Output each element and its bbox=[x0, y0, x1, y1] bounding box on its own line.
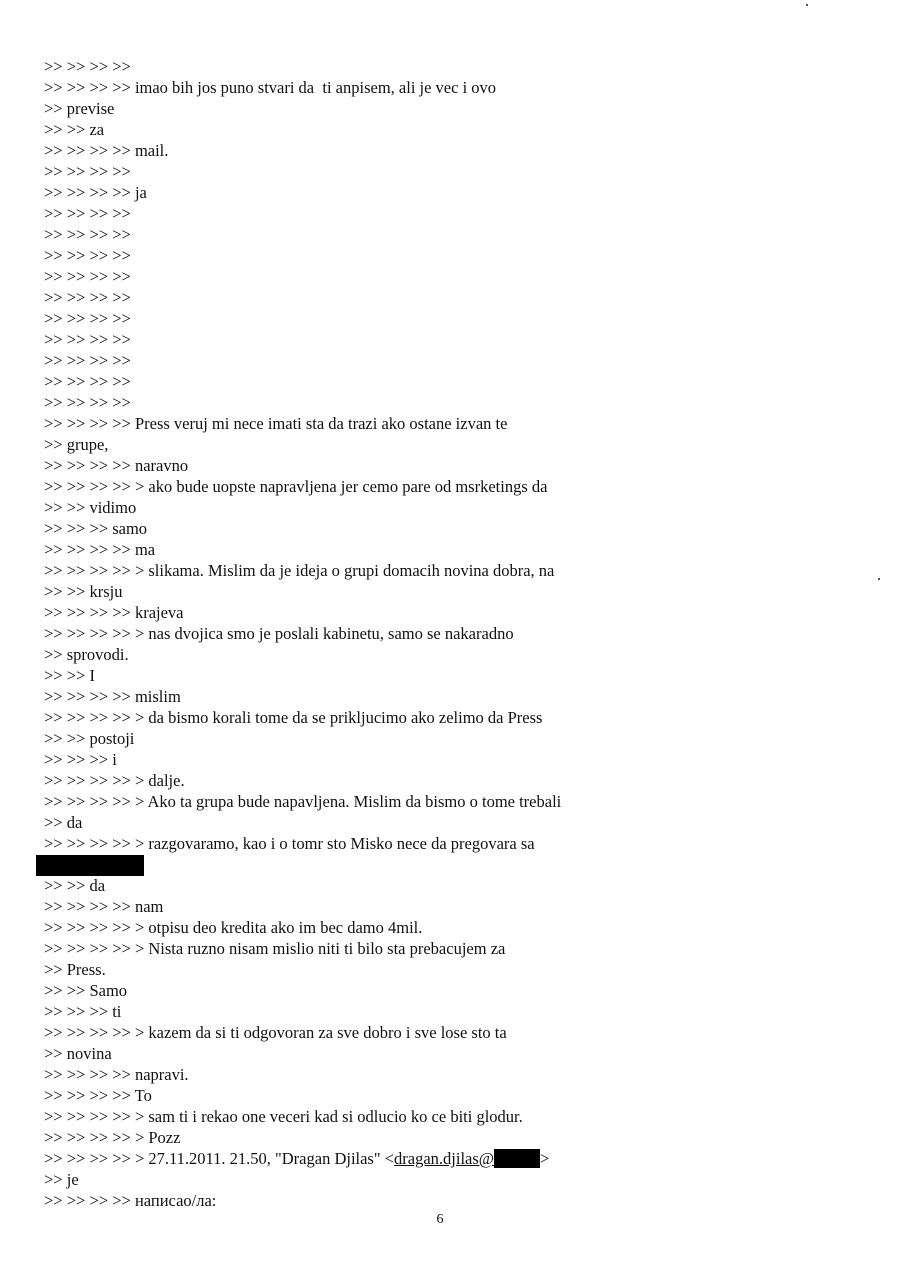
quoted-text-line: >> >> >> >> bbox=[44, 288, 131, 307]
quoted-text-line: >> >> >> >> bbox=[44, 309, 131, 328]
scan-speck bbox=[806, 4, 808, 6]
quoted-text-line: >> >> >> >> bbox=[44, 225, 131, 244]
quoted-text-line: >> >> >> >> imao bih jos puno stvari da ti anpisem, ali je vec i ovo bbox=[44, 78, 497, 97]
quoted-text-line: >> >> >> >> ma bbox=[44, 540, 156, 559]
quoted-text-line: >> >> >> >> > slikama. Mislim da je ideja o grupi domacih novina dobra, na bbox=[44, 561, 555, 580]
quoted-text-line: >> >> >> >> Press veruj mi nece imati sta da trazi ako ostane izvan te bbox=[44, 414, 508, 433]
quoted-text-line: >> >> >> >> bbox=[44, 57, 131, 76]
quoted-text-line: >> >> >> >> > nas dvojica smo je poslali kabinetu, samo se nakaradno bbox=[44, 624, 514, 643]
quoted-text-line: >> >> >> >> написао/ла: bbox=[44, 1191, 217, 1210]
quoted-text-line: >> >> krsju bbox=[44, 582, 123, 601]
quoted-text-line: >> >> >> >> > Ako ta grupa bude napavljena. Mislim da bismo o tome trebali bbox=[44, 792, 562, 811]
quoted-text-line: >> >> >> >> > dalje. bbox=[44, 771, 185, 790]
quoted-text-line: >> >> >> >> > Nista ruzno nisam mislio niti ti bilo sta prebacujem za bbox=[44, 939, 506, 958]
quoted-text-line: >> >> >> i bbox=[44, 750, 117, 769]
quoted-text-line: >> >> >> >> bbox=[44, 393, 131, 412]
page-number: 6 bbox=[436, 1212, 444, 1227]
quoted-text-line: >> >> vidimo bbox=[44, 498, 137, 517]
quoted-text-line: >> >> >> >> > kazem da si ti odgovoran za sve dobro i sve lose sto ta bbox=[44, 1023, 507, 1042]
quoted-text-line: >> >> >> >> > da bismo korali tome da se prikljucimo ako zelimo da Press bbox=[44, 708, 543, 727]
quoted-text-line: >> >> Samo bbox=[44, 981, 128, 1000]
quoted-text-line: >> >> >> >> > Pozz bbox=[44, 1128, 181, 1147]
quoted-text-line: >> >> >> >> mislim bbox=[44, 687, 181, 706]
quoted-text-line: >> da bbox=[44, 813, 83, 832]
quoted-text-line: >> >> za bbox=[44, 120, 105, 139]
redaction-box bbox=[36, 855, 144, 876]
quoted-text-line: >> >> >> >> > sam ti i rekao one veceri kad si odlucio ko ce biti glodur. bbox=[44, 1107, 523, 1126]
quoted-text-line: >> >> da bbox=[44, 876, 106, 895]
quoted-text-line: >> previse bbox=[44, 99, 115, 118]
quoted-text-line: >> >> >> >> bbox=[44, 372, 131, 391]
quoted-text-line: >> >> >> >> ja bbox=[44, 183, 147, 202]
quoted-text-line: >> >> >> samo bbox=[44, 519, 148, 538]
email-thread-body bbox=[44, 56, 844, 1211]
quoted-text-line: >> sprovodi. bbox=[44, 645, 129, 664]
email-header-prefix: >> >> >> >> > 27.11.2011. 21.50, "Dragan Djilas" < bbox=[44, 1149, 395, 1168]
email-header-suffix: > bbox=[540, 1149, 550, 1168]
quoted-text-line: >> >> >> >> > razgovaramo, kao i o tomr sto Misko nece da pregovara sa bbox=[44, 834, 535, 853]
email-header-line bbox=[44, 1148, 844, 1169]
quoted-text-line: >> >> >> >> bbox=[44, 204, 131, 223]
quoted-text-line: >> >> >> >> nam bbox=[44, 897, 164, 916]
quoted-text-line: >> Press. bbox=[44, 960, 106, 979]
email-address-link[interactable]: dragan.djilas@ bbox=[394, 1149, 494, 1168]
quoted-text-line: >> >> I bbox=[44, 666, 95, 685]
quoted-text-line: >> >> >> ti bbox=[44, 1002, 122, 1021]
quoted-text-line bbox=[44, 854, 844, 875]
quoted-text-line: >> >> >> >> > ako bude uopste napravljena jer cemo pare od msrketings da bbox=[44, 477, 548, 496]
quoted-text-line: >> >> >> >> bbox=[44, 246, 131, 265]
quoted-text-line: >> >> >> >> mail. bbox=[44, 141, 169, 160]
quoted-text-line: >> novina bbox=[44, 1044, 112, 1063]
quoted-text-line: >> >> >> >> naravno bbox=[44, 456, 189, 475]
quoted-text-line: >> >> >> >> krajeva bbox=[44, 603, 184, 622]
quoted-text-line: >> je bbox=[44, 1170, 79, 1189]
scan-speck bbox=[878, 578, 880, 580]
quoted-text-line: >> >> >> >> napravi. bbox=[44, 1065, 189, 1084]
quoted-text-line: >> >> >> >> bbox=[44, 162, 131, 181]
quoted-text-line: >> >> >> >> To bbox=[44, 1086, 152, 1105]
quoted-text-line: >> >> >> >> bbox=[44, 267, 131, 286]
quoted-text-line: >> >> postoji bbox=[44, 729, 135, 748]
quoted-text-line: >> grupe, bbox=[44, 435, 109, 454]
quoted-text-line: >> >> >> >> > otpisu deo kredita ako im bec damo 4mil. bbox=[44, 918, 423, 937]
redaction-box bbox=[494, 1149, 540, 1168]
quoted-text-line: >> >> >> >> bbox=[44, 330, 131, 349]
quoted-text-line: >> >> >> >> bbox=[44, 351, 131, 370]
